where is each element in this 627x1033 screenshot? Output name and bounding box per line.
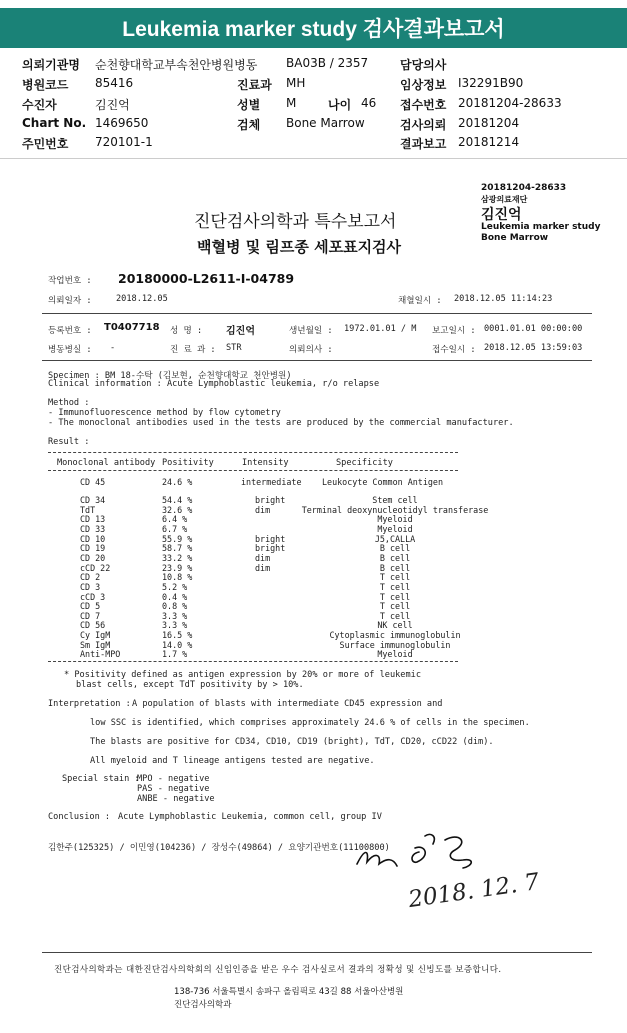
intensity-cell: bright bbox=[255, 543, 286, 554]
intensity-cell: bright bbox=[255, 495, 286, 505]
positivity-cell: 6.7 % bbox=[162, 523, 188, 534]
table-row bbox=[0, 649, 627, 658]
reg-no-label: 등록번호 : bbox=[48, 326, 92, 336]
specificity-cell: Surface immunoglobulin bbox=[339, 639, 451, 650]
stamp-patient-name: 김진억 bbox=[481, 207, 522, 223]
header-value-receipt-no: 20181204-28633 bbox=[458, 96, 562, 110]
antibody-cell: CD 2 bbox=[80, 572, 101, 583]
antibody-cell: CD 10 bbox=[80, 533, 106, 544]
specificity-cell: Myeloid bbox=[377, 514, 413, 525]
doctor-label: 의뢰의사 : bbox=[289, 345, 333, 355]
stamp-test-name: Leukemia marker study bbox=[481, 222, 601, 232]
receipt-datetime: 2018.12.05 13:59:03 bbox=[484, 343, 583, 353]
header-value-specimen: Bone Marrow bbox=[286, 116, 365, 130]
positivity-note-1: * Positivity defined as antigen expression by 20% or more of leukemic bbox=[64, 670, 421, 680]
specificity-cell: J5,CALLA bbox=[374, 533, 416, 544]
header-value-age: 46 bbox=[361, 96, 377, 110]
positivity-cell: 33.2 % bbox=[162, 552, 193, 563]
table-row bbox=[0, 495, 627, 504]
antibody-cell: CD 19 bbox=[80, 543, 106, 554]
positivity-cell: 54.4 % bbox=[162, 495, 193, 505]
interpretation-label: Interpretation : bbox=[48, 699, 131, 709]
header-label-receipt-no: 접수번호 bbox=[400, 98, 447, 112]
positivity-cell: 1.7 % bbox=[162, 649, 188, 660]
positivity-cell: 23.9 % bbox=[162, 562, 193, 573]
footer-address: 138-736 서울특별시 송파구 올림픽로 43길 88 서울아산병원 bbox=[174, 987, 404, 997]
conclusion: Acute Lymphoblastic Leukemia, common cell, group IV bbox=[118, 812, 382, 822]
positivity-cell: 58.7 % bbox=[162, 543, 193, 554]
stamp-org: 삼광의료재단 bbox=[481, 195, 528, 204]
signature-icon bbox=[345, 818, 505, 878]
method-label: Method : bbox=[48, 398, 90, 408]
antibody-cell: CD 3 bbox=[80, 581, 101, 592]
footer-divider bbox=[42, 952, 592, 953]
header-value-ward: BA03B / 2357 bbox=[286, 56, 369, 70]
specificity-cell: B cell bbox=[379, 552, 411, 563]
header-label-patient: 수진자 bbox=[22, 98, 57, 112]
intensity-cell: dim bbox=[255, 562, 271, 573]
header-label-hospital-code: 병원코드 bbox=[22, 78, 69, 92]
table-row bbox=[0, 572, 627, 581]
positivity-cell: 55.9 % bbox=[162, 533, 193, 544]
handwritten-date: 2018. 12. 7 bbox=[406, 868, 541, 914]
header-label-dept: 진료과 bbox=[237, 78, 272, 92]
header-value-resident-no: 720101-1 bbox=[95, 135, 153, 149]
special-stain-mpo: MPO - negative bbox=[137, 774, 210, 784]
dept-label: 진 료 과 : bbox=[170, 345, 216, 355]
interpretation-line-2: low SSC is identified, which comprises approximately 24.6 % of cells in the specimen. bbox=[90, 718, 530, 728]
table-row bbox=[0, 601, 627, 610]
patient-name: 김진억 bbox=[226, 326, 255, 337]
header-label-sex: 성별 bbox=[237, 98, 261, 112]
collect-label: 채혈일시 : bbox=[398, 296, 442, 306]
intensity-cell: bright bbox=[255, 533, 286, 544]
header-value-request-date: 20181204 bbox=[458, 116, 520, 130]
header-value-hospital: 순천향대학교부속천안병원병동 bbox=[95, 58, 258, 72]
positivity-cell: 10.8 % bbox=[162, 572, 193, 583]
specificity-cell: B cell bbox=[379, 543, 411, 554]
conclusion-label: Conclusion : bbox=[48, 812, 111, 822]
divider bbox=[42, 360, 592, 361]
positivity-cell: 24.6 % bbox=[162, 477, 193, 487]
reg-no: T0407718 bbox=[104, 322, 160, 333]
table-row bbox=[0, 630, 627, 639]
report-title-banner: Leukemia marker study 검사결과보고서 bbox=[0, 8, 627, 48]
dob-label: 생년월일 : bbox=[289, 326, 333, 336]
work-no: 20180000-L2611-I-04789 bbox=[118, 271, 295, 286]
work-no-label: 작업번호 : bbox=[48, 276, 92, 286]
header-value-report-date: 20181214 bbox=[458, 135, 520, 149]
positivity-cell: 14.0 % bbox=[162, 639, 193, 650]
specificity-cell: T cell bbox=[379, 591, 411, 602]
header-value-patient: 김진억 bbox=[95, 98, 130, 112]
specificity-cell: T cell bbox=[379, 610, 411, 621]
col-header-antibody: Monoclonal antibody bbox=[57, 458, 156, 468]
clinical-info-line: Clinical information : Acute Lymphoblastic leukemia, r/o relapse bbox=[48, 379, 380, 389]
positivity-cell: 16.5 % bbox=[162, 630, 193, 641]
collect-datetime: 2018.12.05 11:14:23 bbox=[454, 294, 553, 304]
dept: STR bbox=[226, 343, 242, 353]
specificity-cell: T cell bbox=[379, 572, 411, 583]
result-label: Result : bbox=[48, 437, 90, 447]
header-label-hospital: 의뢰기관명 bbox=[22, 58, 80, 72]
header-label-chart-no: Chart No. bbox=[22, 116, 87, 130]
report-subtitle: 백혈병 및 림프종 세포표지검사 bbox=[197, 238, 402, 256]
table-row bbox=[0, 543, 627, 552]
header-value-hospital-code: 85416 bbox=[95, 76, 134, 90]
intensity-cell: intermediate bbox=[241, 477, 302, 487]
method-line-1: - Immunofluorescence method by flow cytometry bbox=[48, 408, 281, 418]
name-label: 성 명 : bbox=[170, 326, 203, 336]
report-datetime: 0001.01.01 00:00:00 bbox=[484, 324, 583, 334]
positivity-cell: 0.4 % bbox=[162, 591, 188, 602]
header-value-sex: M bbox=[286, 96, 297, 110]
table-row bbox=[0, 534, 627, 543]
table-row bbox=[0, 563, 627, 572]
header-divider bbox=[0, 158, 627, 159]
antibody-cell: Anti-MPO bbox=[80, 649, 121, 660]
header-label-age: 나이 bbox=[328, 98, 352, 112]
table-row bbox=[0, 582, 627, 591]
header-value-chart-no: 1469650 bbox=[95, 116, 149, 130]
header-value-dept: MH bbox=[286, 76, 306, 90]
specificity-cell: Myeloid bbox=[377, 649, 413, 660]
table-row bbox=[0, 505, 627, 514]
receipt-datetime-label: 접수일시 : bbox=[432, 345, 476, 355]
antibody-cell: CD 5 bbox=[80, 601, 101, 612]
antibody-cell: CD 20 bbox=[80, 552, 106, 563]
header-label-resident-no: 주민번호 bbox=[22, 137, 69, 151]
interpretation-line-1: A population of blasts with intermediate CD45 expression and bbox=[132, 699, 443, 709]
antibody-cell: CD 56 bbox=[80, 620, 106, 631]
header-label-request-date: 검사의뢰 bbox=[400, 118, 447, 132]
header-label-clinical-info: 임상정보 bbox=[400, 78, 447, 92]
dob: 1972.01.01 / M bbox=[344, 324, 417, 334]
intensity-cell: dim bbox=[255, 552, 271, 563]
ward: - bbox=[110, 343, 116, 353]
header-label-doctor: 담당의사 bbox=[400, 58, 447, 72]
header-value-clinical-info: I32291B90 bbox=[458, 76, 524, 90]
positivity-cell: 32.6 % bbox=[162, 504, 193, 515]
specificity-cell: Leukocyte Common Antigen bbox=[322, 477, 444, 487]
table-row bbox=[0, 514, 627, 523]
positivity-note-2: blast cells, except TdT positivity by > 10%. bbox=[76, 680, 304, 690]
table-row bbox=[0, 620, 627, 629]
positivity-cell: 5.2 % bbox=[162, 581, 188, 592]
table-rule-header bbox=[48, 470, 458, 471]
antibody-cell: CD 33 bbox=[80, 523, 106, 534]
specificity-cell: NK cell bbox=[377, 620, 413, 631]
specificity-cell: T cell bbox=[379, 601, 411, 612]
positivity-cell: 0.8 % bbox=[162, 601, 188, 612]
antibody-cell: CD 45 bbox=[80, 477, 106, 487]
specificity-cell: B cell bbox=[379, 562, 411, 573]
request-date-label: 의뢰일자 : bbox=[48, 296, 92, 306]
special-stain-anbe: ANBE - negative bbox=[137, 794, 215, 804]
special-stain-pas: PAS - negative bbox=[137, 784, 210, 794]
signers-line: 김한주(125325) / 이민영(104236) / 장성수(49864) / 요양기관번호(11100800) bbox=[48, 843, 390, 853]
table-rule-top bbox=[48, 452, 458, 453]
footer-dept: 진단검사의학과 bbox=[174, 1000, 232, 1010]
positivity-cell: 3.3 % bbox=[162, 610, 188, 621]
interpretation-line-3: The blasts are positive for CD34, CD10, CD19 (bright), TdT, CD20, cCD22 (dim). bbox=[90, 737, 494, 747]
antibody-cell: CD 7 bbox=[80, 610, 101, 621]
report-title: 진단검사의학과 특수보고서 bbox=[194, 212, 397, 232]
col-header-intensity: Intensity bbox=[242, 458, 289, 468]
report-datetime-label: 보고일시 : bbox=[432, 326, 476, 336]
specificity-cell: Stem cell bbox=[372, 495, 418, 505]
antibody-cell: CD 34 bbox=[80, 495, 106, 505]
col-header-specificity: Specificity bbox=[336, 458, 393, 468]
intensity-cell: dim bbox=[255, 504, 271, 515]
stamp-receipt-no: 20181204-28633 bbox=[481, 183, 567, 193]
table-row bbox=[0, 611, 627, 620]
interpretation-line-4: All myeloid and T lineage antigens tested are negative. bbox=[90, 756, 375, 766]
specificity-cell: Terminal deoxynucleotidyl transferase bbox=[301, 504, 489, 515]
antibody-cell: cCD 22 bbox=[80, 562, 111, 573]
header-label-report-date: 결과보고 bbox=[400, 137, 447, 151]
positivity-cell: 3.3 % bbox=[162, 620, 188, 631]
stamp-specimen: Bone Marrow bbox=[481, 233, 549, 243]
table-row bbox=[0, 640, 627, 649]
positivity-cell: 6.4 % bbox=[162, 514, 188, 525]
table-row bbox=[0, 592, 627, 601]
ward-label: 병동병실 : bbox=[48, 345, 92, 355]
antibody-cell: Cy IgM bbox=[80, 630, 111, 641]
antibody-cell: cCD 3 bbox=[80, 591, 106, 602]
footer-certification: 진단검사의학과는 대한진단검사의학회의 신임인증을 받은 우수 검사실로서 결과의 정확성 및 신빙도를 보증합니다. bbox=[54, 965, 502, 975]
table-row bbox=[0, 524, 627, 533]
header-label-specimen: 검체 bbox=[237, 118, 261, 132]
request-date: 2018.12.05 bbox=[116, 294, 168, 304]
table-row-cd45 bbox=[0, 477, 627, 486]
table-rule-bottom bbox=[48, 661, 458, 662]
special-stain-label: Special stain : bbox=[62, 774, 140, 784]
specificity-cell: Myeloid bbox=[377, 523, 413, 534]
antibody-cell: CD 13 bbox=[80, 514, 106, 525]
divider bbox=[42, 313, 592, 314]
specificity-cell: T cell bbox=[379, 581, 411, 592]
col-header-positivity: Positivity bbox=[162, 458, 214, 468]
table-row bbox=[0, 553, 627, 562]
method-line-2: - The monoclonal antibodies used in the tests are produced by the commercial manufacturer. bbox=[48, 418, 514, 428]
antibody-cell: Sm IgM bbox=[80, 639, 111, 650]
specimen-line: Specimen : BM 18-수탁 (김보현, 순천향대학교 천안병원) bbox=[48, 371, 292, 381]
specificity-cell: Cytoplasmic immunoglobulin bbox=[329, 630, 461, 641]
antibody-cell: TdT bbox=[80, 504, 96, 515]
